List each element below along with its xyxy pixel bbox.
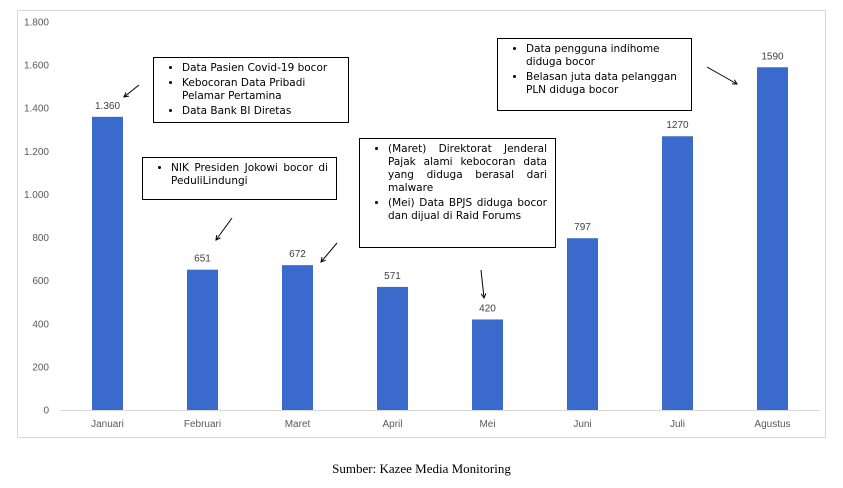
x-tick-label: Juni bbox=[573, 419, 592, 430]
bar-mei bbox=[472, 319, 503, 410]
bar-juli bbox=[662, 136, 693, 410]
x-axis bbox=[91, 419, 790, 430]
y-tick-label: 0 bbox=[43, 405, 49, 417]
y-axis bbox=[24, 18, 49, 417]
bar-juni bbox=[567, 238, 598, 410]
annotation-item: • Data Bank BI Diretas bbox=[182, 105, 340, 118]
annotation-box-indihome-pln bbox=[497, 38, 692, 111]
y-tick-label: 1.800 bbox=[23, 17, 49, 29]
y-tick-label: 1.600 bbox=[23, 60, 49, 72]
arrow-line bbox=[216, 218, 232, 240]
annotation-item: • Data pengguna indihome diduga bocor bbox=[526, 43, 683, 69]
annotation-box-nik bbox=[142, 157, 337, 200]
data-label: 1590 bbox=[761, 51, 784, 63]
annotation-item: • Data Pasien Covid-19 bocor bbox=[182, 62, 340, 75]
y-tick-label: 1.200 bbox=[23, 146, 49, 158]
x-tick-label: Januari bbox=[91, 419, 124, 430]
arrow-line bbox=[707, 67, 737, 84]
x-tick-label: Agustus bbox=[754, 419, 791, 430]
arrow-line bbox=[124, 85, 139, 97]
annotation-box-pajak-bpjs bbox=[359, 138, 556, 248]
data-label: 797 bbox=[574, 222, 591, 234]
data-label: 420 bbox=[479, 303, 496, 315]
y-tick-label: 400 bbox=[32, 319, 49, 331]
bar-januari bbox=[92, 117, 123, 410]
data-label: 672 bbox=[289, 249, 306, 261]
x-tick-label: Juli bbox=[669, 419, 686, 430]
data-label: 1.360 bbox=[94, 100, 121, 112]
x-tick-label: Mei bbox=[479, 419, 496, 430]
x-tick-label: Maret bbox=[284, 419, 311, 430]
data-label: 1270 bbox=[666, 120, 689, 132]
y-tick-label: 800 bbox=[32, 233, 49, 245]
y-tick-label: 200 bbox=[32, 362, 49, 374]
y-tick-label: 600 bbox=[32, 276, 49, 288]
arrow-line bbox=[321, 243, 337, 262]
annotation-item: • (Maret) Direktorat Jenderal Pajak alami kebocoran data yang diduga berasal dari malware bbox=[388, 143, 547, 195]
bar-maret bbox=[282, 265, 313, 410]
annotation-item: • (Mei) Data BPJS diduga bocor dan dijual di Raid Forums bbox=[388, 197, 547, 223]
annotation-item: • Kebocoran Data Pribadi Pelamar Pertamina bbox=[182, 77, 340, 103]
annotation-item: • NIK Presiden Jokowi bocor di PeduliLindungi bbox=[171, 162, 328, 188]
bar-februari bbox=[187, 270, 218, 410]
y-tick-label: 1.000 bbox=[23, 189, 49, 201]
data-label: 571 bbox=[384, 270, 401, 282]
x-tick-label: April bbox=[382, 419, 403, 430]
bar-april bbox=[377, 287, 408, 410]
bar-agustus bbox=[757, 67, 788, 410]
data-label: 651 bbox=[194, 253, 211, 265]
y-tick-label: 1.400 bbox=[23, 103, 49, 115]
x-tick-label: Februari bbox=[183, 419, 222, 430]
source-caption: Sumber: Kazee Media Monitoring bbox=[332, 461, 511, 476]
annotation-item: • Belasan juta data pelanggan PLN diduga bocor bbox=[526, 71, 683, 97]
annotation-box-covid bbox=[153, 57, 349, 123]
